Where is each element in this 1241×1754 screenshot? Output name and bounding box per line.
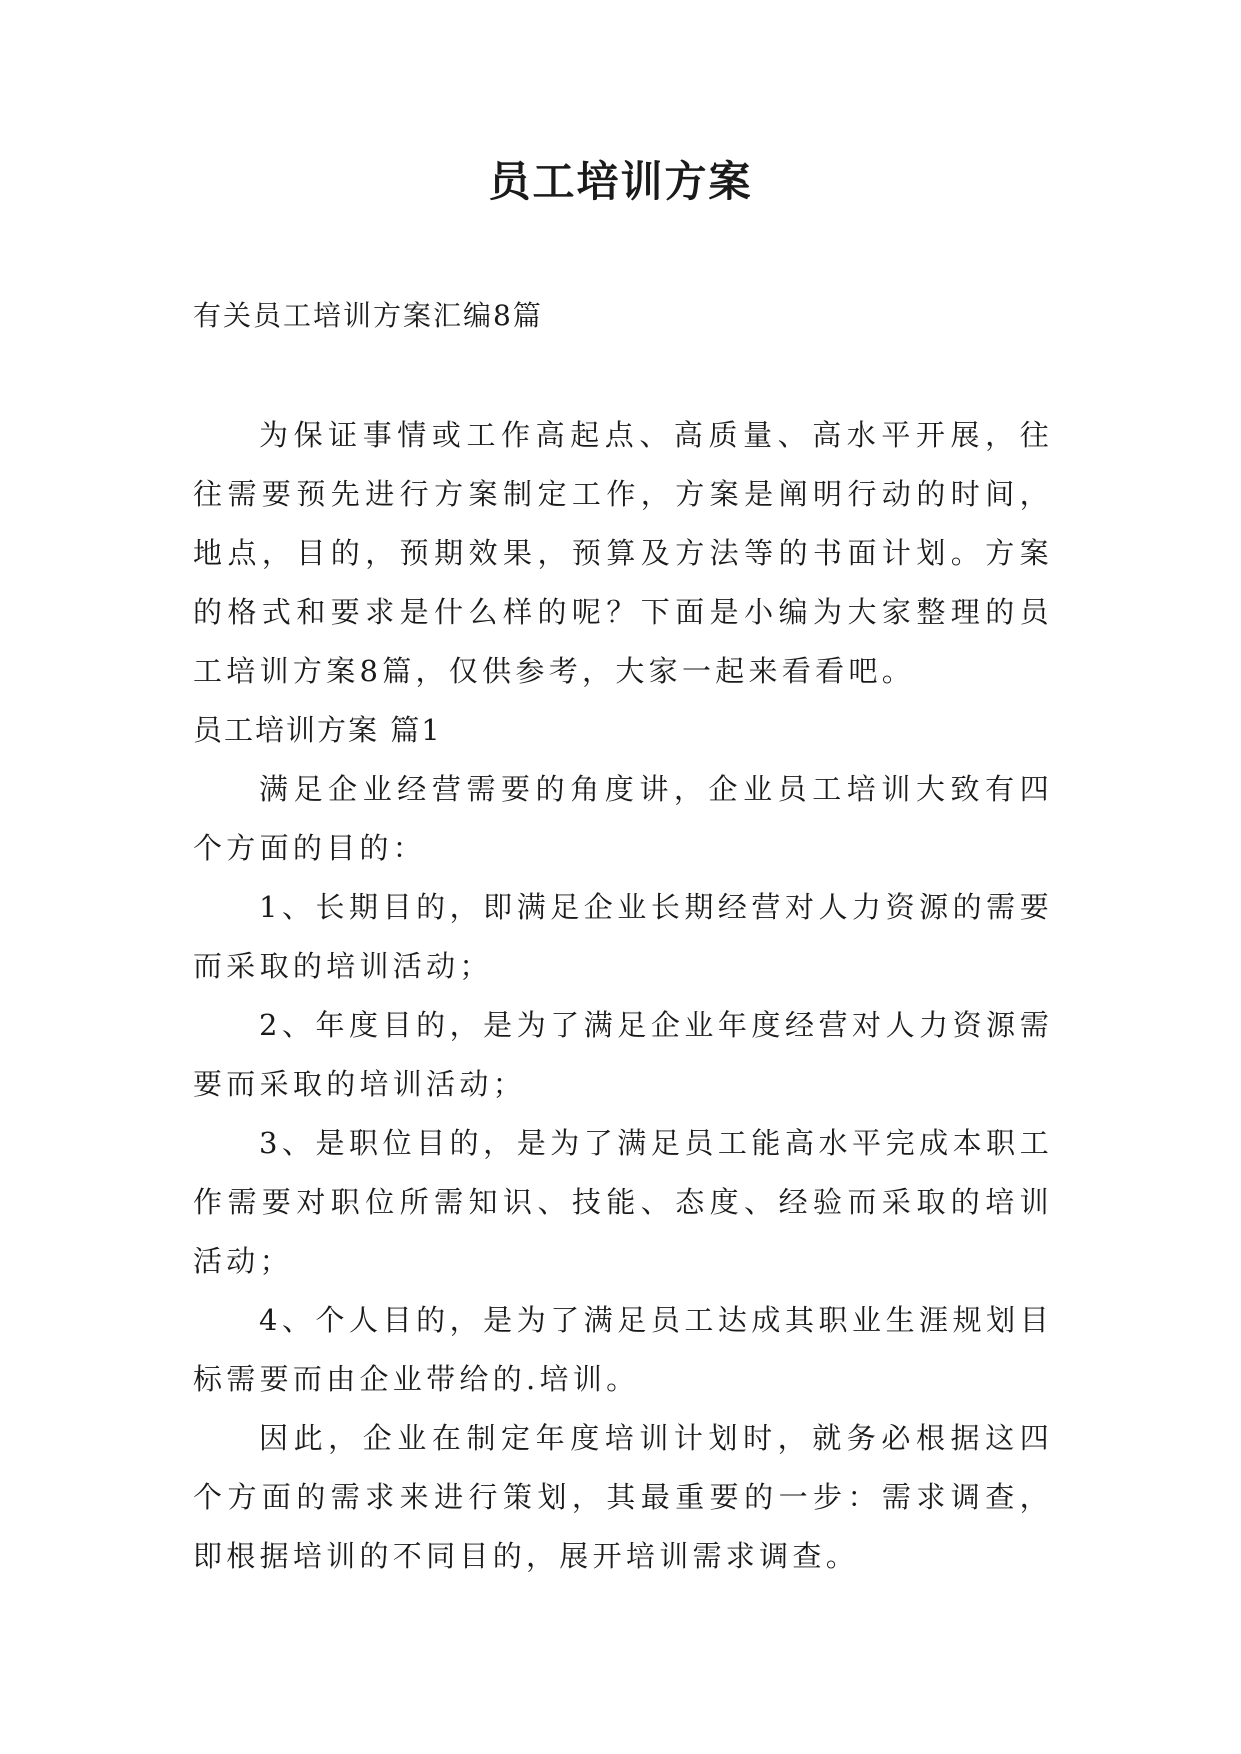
body-paragraph: 因此，企业在制定年度培训计划时，就务必根据这四个方面的需求来进行策划，其最重要的一步：需求调查，即根据培训的不同目的，展开培训需求调查。: [193, 1421, 1053, 1573]
list-item: 3、是职位目的，是为了满足员工能高水平完成本职工作需要对职位所需知识、技能、态度、经验而采取的培训活动；: [193, 1126, 1053, 1278]
list-item: 1、长期目的，即满足企业长期经营对人力资源的需要而采取的培训活动；: [193, 890, 1053, 983]
document-subtitle: 有关员工培训方案汇编8篇: [193, 299, 543, 332]
section-heading: 员工培训方案 篇1: [193, 713, 442, 747]
intro-paragraph: 为保证事情或工作高起点、高质量、高水平开展，往往需要预先进行方案制定工作，方案是阐明行动的时间，地点，目的，预期效果，预算及方法等的书面计划。方案的格式和要求是什么样的呢？下面是小编为大家整理的员工培训方案8篇，仅供参考，大家一起来看看吧。: [193, 418, 1053, 688]
body-paragraph: 满足企业经营需要的角度讲，企业员工培训大致有四个方面的目的：: [193, 772, 1053, 865]
list-item: 4、个人目的，是为了满足员工达成其职业生涯规划目标需要而由企业带给的.培训。: [193, 1303, 1053, 1396]
list-item: 2、年度目的，是为了满足企业年度经营对人力资源需要而采取的培训活动；: [193, 1008, 1053, 1101]
document-body: [193, 406, 1053, 1586]
document-title: 员工培训方案: [488, 157, 753, 206]
